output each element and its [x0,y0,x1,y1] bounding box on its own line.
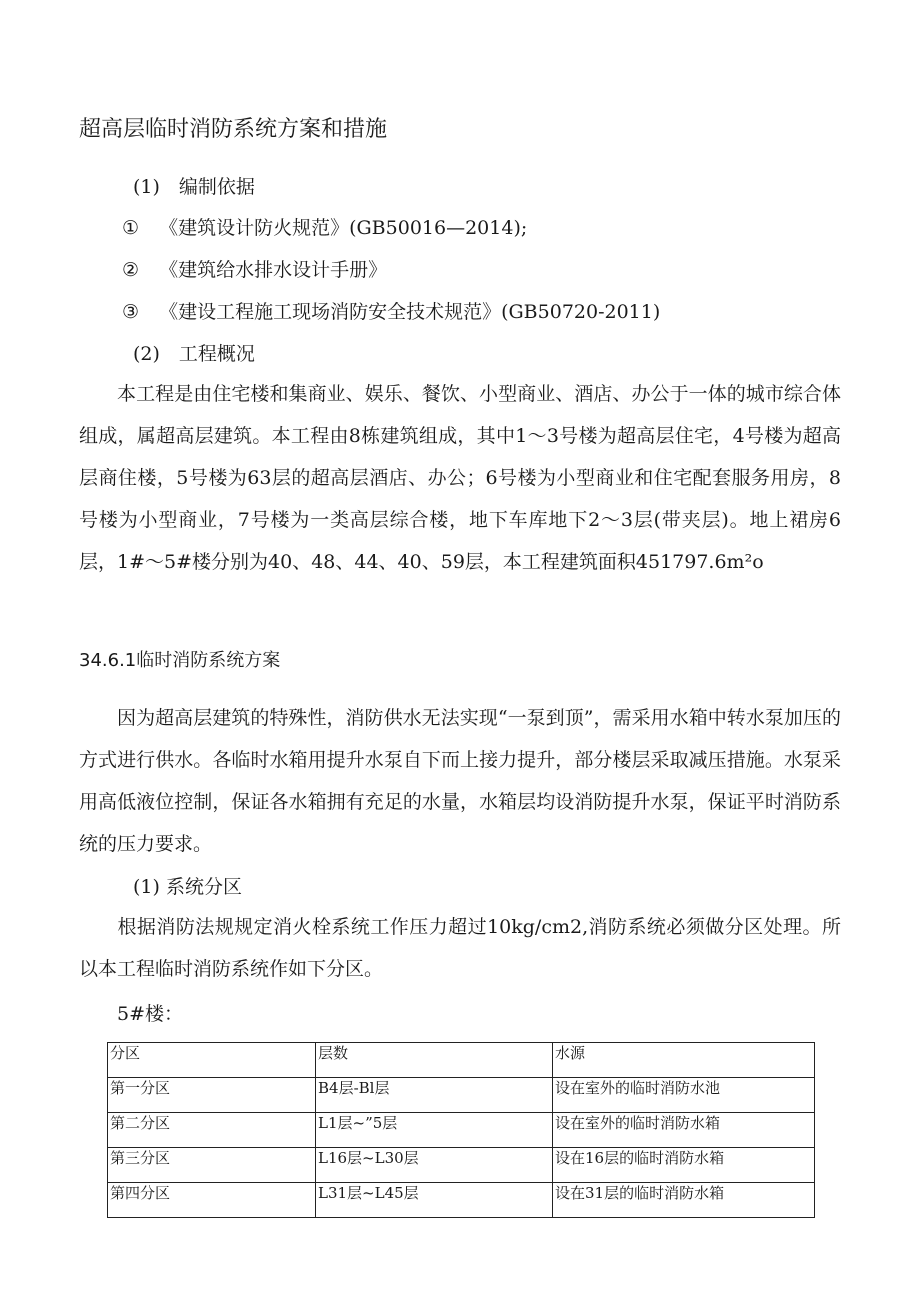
reference-marker: ① [122,217,140,239]
table-cell: 第四分区 [108,1183,316,1218]
table-cell: L16层~L30层 [316,1148,553,1183]
zoning-paragraph-text: 根据消防法规规定消火栓系统工作压力超过10kg/cm2,消防系统必须做分区处理。所以本工程临时消防系统作如下分区。 [79,916,841,980]
overview-heading: (2) 工程概况 [133,343,255,365]
zones-table [107,1042,815,1218]
reference-text: 《建设工程施工现场消防安全技术规范》(GB50720-2011) [159,301,661,323]
reference-text: 《建筑给水排水设计手册》 [159,259,388,281]
reference-text: 《建筑设计防火规范》(GB50016—2014); [159,217,528,239]
basis-heading: (1) 编制依据 [133,176,255,198]
table-cell: L1层~”5层 [316,1113,553,1148]
table-header-cell: 水源 [553,1043,815,1078]
reference-marker: ② [122,259,140,281]
table-row [108,1148,815,1183]
reference-item [122,300,660,324]
table-header-row [108,1043,815,1078]
plan-paragraph [79,697,841,865]
overview-paragraph [79,373,841,583]
table-row [108,1078,815,1113]
table-cell: 设在16层的临时消防水箱 [553,1148,815,1183]
zoning-paragraph [79,906,841,990]
table-cell: 设在室外的临时消防水箱 [553,1113,815,1148]
reference-item [122,258,387,282]
zoning-heading: (1) 系统分区 [133,876,242,898]
table-cell: 第一分区 [108,1078,316,1113]
building-label: 5#楼： [117,1003,184,1025]
table-cell: B4层-Bl层 [316,1078,553,1113]
table-cell: 设在31层的临时消防水箱 [553,1183,815,1218]
table-header-cell: 分区 [108,1043,316,1078]
table-cell: L31层~L45层 [316,1183,553,1218]
plan-paragraph-text: 因为超高层建筑的特殊性，消防供水无法实现“一泵到顶”，需采用水箱中转水泵加压的方式进行供水。各临时水箱用提升水泵自下而上接力提升，部分楼层采取减压措施。水泵采用高低液位控制，保证各水箱拥有充足的水量，水箱层均设消防提升水泵，保证平时消防系统的压力要求。 [79,707,841,855]
table-cell: 设在室外的临时消防水池 [553,1078,815,1113]
document-title: 超高层临时消防系统方案和措施 [79,117,388,142]
table-header-cell: 层数 [316,1043,553,1078]
section-heading: 34.6.1临时消防系统方案 [79,650,281,671]
reference-marker: ③ [122,301,140,323]
table-cell: 第三分区 [108,1148,316,1183]
table-cell: 第二分区 [108,1113,316,1148]
table-row [108,1113,815,1148]
reference-item [122,216,527,240]
overview-paragraph-text: 本工程是由住宅楼和集商业、娱乐、餐饮、小型商业、酒店、办公于一体的城市综合体组成，属超高层建筑。本工程由8栋建筑组成，其中1～3号楼为超高层住宅，4号楼为超高层商住楼，5号楼为63层的超高层酒店、办公；6号楼为小型商业和住宅配套服务用房，8号楼为小型商业，7号楼为一类高层综合楼，地下车库地下2～3层(带夹层)。地上裙房6层，1#～5#楼分别为40、48、44、40、59层，本工程建筑面积451797.6m²o [79,383,841,573]
table-row [108,1183,815,1218]
